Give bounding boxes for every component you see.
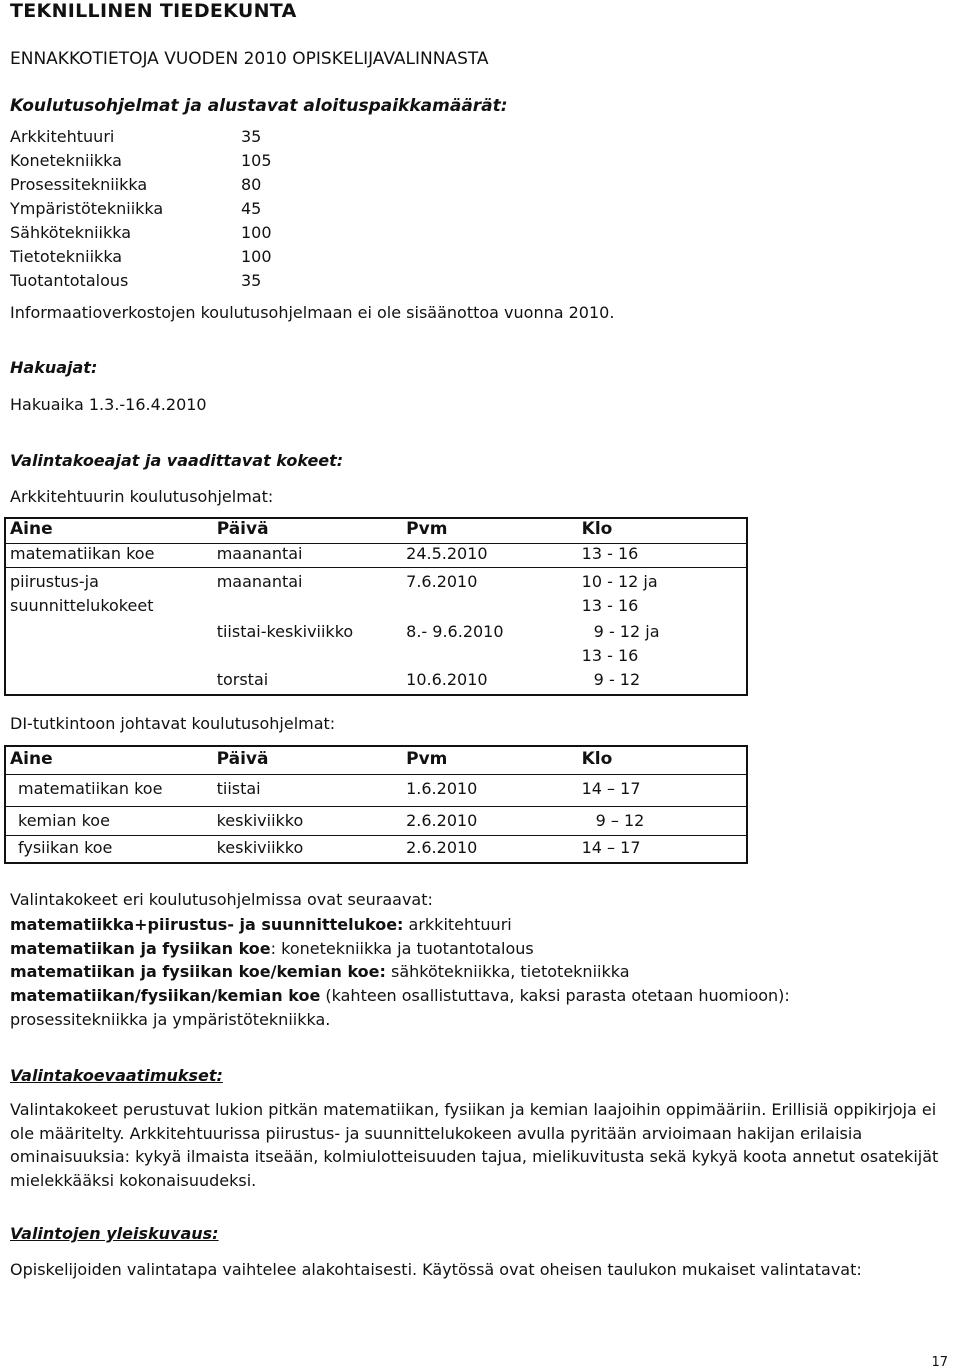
exams-intro: Valintakokeet eri koulutusohjelmissa ovat seuraavat:	[10, 890, 433, 909]
col-header-subject: Aine	[10, 519, 53, 539]
cell-time	[578, 620, 747, 668]
col-header-day: Päivä	[216, 749, 269, 769]
program-name: Prosessitekniikka	[10, 175, 148, 194]
table-header-row	[5, 746, 747, 774]
col-header-date: Pvm	[406, 519, 448, 539]
table-row	[5, 835, 747, 863]
arch-exam-table	[4, 517, 748, 696]
program-name: Arkkitehtuuri	[10, 127, 115, 146]
col-header-date: Pvm	[406, 749, 448, 769]
cell-subject: matematiikan koe	[18, 778, 163, 798]
cell-date: 1.6.2010	[406, 778, 478, 798]
exam-line-text: arkkitehtuuri	[403, 915, 512, 934]
cell-subject-line: suunnittelukokeet	[10, 595, 154, 615]
exam-line	[10, 986, 790, 1005]
program-name: Sähkötekniikka	[10, 223, 132, 242]
cell-day: torstai	[216, 669, 269, 689]
cell-day: maanantai	[216, 543, 303, 563]
program-name: Tietotekniikka	[10, 247, 123, 266]
cell-subject-line: piirustus-ja	[10, 571, 99, 591]
program-name: Ympäristötekniikka	[10, 199, 164, 218]
cell-subject: kemian koe	[18, 810, 110, 830]
program-name: Konetekniikka	[10, 151, 122, 170]
program-seats: 100	[241, 247, 272, 266]
program-name: Tuotantotalous	[10, 271, 129, 290]
table-row	[5, 543, 747, 567]
document-subtitle: ENNAKKOTIETOJA VUODEN 2010 OPISKELIJAVALINNASTA	[10, 49, 489, 69]
cell-date: 2.6.2010	[406, 810, 478, 830]
overview-heading: Valintojen yleiskuvaus:	[10, 1224, 219, 1243]
exam-line	[10, 962, 630, 981]
cell-time: 13 - 16	[581, 543, 639, 563]
program-seats: 100	[241, 223, 272, 242]
cell-time	[578, 567, 747, 620]
cell-subject	[5, 567, 213, 695]
faculty-title: TEKNILLINEN TIEDEKUNTA	[10, 0, 297, 22]
cell-time-line: 13 - 16	[581, 645, 639, 665]
cell-time: 14 – 17	[581, 778, 641, 798]
requirements-heading: Valintakoevaatimukset:	[10, 1066, 223, 1085]
cell-day: maanantai	[216, 571, 303, 591]
table-header-row	[5, 518, 747, 543]
cell-time: 9 - 12	[593, 669, 641, 689]
exam-line-bold: matematiikka+piirustus- ja suunnittelukoe:	[10, 915, 404, 934]
application-period: Hakuaika 1.3.-16.4.2010	[10, 395, 207, 414]
program-seats: 35	[241, 271, 262, 290]
cell-time-line: 10 - 12 ja	[581, 571, 658, 591]
requirements-text: Valintakokeet perustuvat lukion pitkän matematiikan, fysiikan ja kemian laajoihin oppimääriin. Erillisiä oppikirjoja ei ole määritelty. Arkkitehtuurissa piirustus- ja suunnittelukokeen avulla pyritään arvioimaan hakijan erilaisia ominaisuuksia: kykyä ilmaista itseään, kolmiulotteisuuden tajua, mielikuvitusta sekä kykyä koota annetut osatekijät mielekkääksi kokonaisuudeksi.	[10, 1100, 939, 1190]
table-row	[5, 567, 747, 620]
cell-day: tiistai	[216, 778, 261, 798]
col-header-day: Päivä	[216, 519, 269, 539]
cell-subject: matematiikan koe	[10, 543, 155, 563]
cell-day: keskiviikko	[216, 810, 304, 830]
col-header-time: Klo	[581, 749, 613, 769]
cell-time-line: 9 - 12 ja	[593, 621, 660, 641]
cell-date: 2.6.2010	[406, 837, 478, 857]
cell-time: 14 – 17	[581, 837, 641, 857]
exam-line-text: sähkötekniikka, tietotekniikka	[385, 962, 630, 981]
exam-line-bold: matematiikan/fysiikan/kemian koe	[10, 986, 321, 1005]
exam-heading: Valintakoeajat ja vaadittavat kokeet:	[10, 451, 344, 470]
exam-line-text: (kahteen osallistuttava, kaksi parasta otetaan huomioon):	[320, 986, 790, 1005]
info-note: Informaatioverkostojen koulutusohjelmaan ei ole sisäänottoa vuonna 2010.	[10, 303, 615, 322]
cell-date: 24.5.2010	[406, 543, 488, 563]
overview-text: Opiskelijoiden valintatapa vaihtelee alakohtaisesti. Käytössä ovat oheisen taulukon mukaiset valintatavat:	[10, 1260, 862, 1279]
cell-date: 7.6.2010	[406, 571, 478, 591]
di-exam-table	[4, 745, 748, 864]
cell-time-line: 13 - 16	[581, 595, 639, 615]
program-seats: 35	[241, 127, 262, 146]
program-seats: 45	[241, 199, 262, 218]
cell-date: 8.- 9.6.2010	[406, 621, 504, 641]
col-header-subject: Aine	[10, 749, 53, 769]
program-seats: 105	[241, 151, 272, 170]
table-row	[5, 806, 747, 835]
di-heading: DI-tutkintoon johtavat koulutusohjelmat:	[10, 714, 336, 733]
cell-subject: fysiikan koe	[18, 837, 113, 857]
cell-date: 10.6.2010	[406, 669, 488, 689]
programs-heading: Koulutusohjelmat ja alustavat aloituspaikkamäärät:	[10, 96, 508, 116]
exam-line-bold: matematiikan ja fysiikan koe	[10, 939, 271, 958]
col-header-time: Klo	[581, 519, 613, 539]
cell-day: keskiviikko	[216, 837, 304, 857]
program-seats: 80	[241, 175, 262, 194]
cell-day: tiistai-keskiviikko	[216, 621, 354, 641]
application-heading: Hakuajat:	[10, 358, 98, 377]
exam-line: prosessitekniikka ja ympäristötekniikka.	[10, 1010, 331, 1029]
exam-line	[10, 939, 534, 958]
cell-time: 9 – 12	[595, 810, 645, 830]
page-number: 17	[931, 1355, 948, 1370]
arch-heading: Arkkitehtuurin koulutusohjelmat:	[10, 487, 274, 506]
exam-line-text: : konetekniikka ja tuotantotalous	[270, 939, 534, 958]
exam-line	[10, 915, 512, 934]
exam-line-bold: matematiikan ja fysiikan koe/kemian koe:	[10, 962, 386, 981]
table-row	[5, 774, 747, 806]
